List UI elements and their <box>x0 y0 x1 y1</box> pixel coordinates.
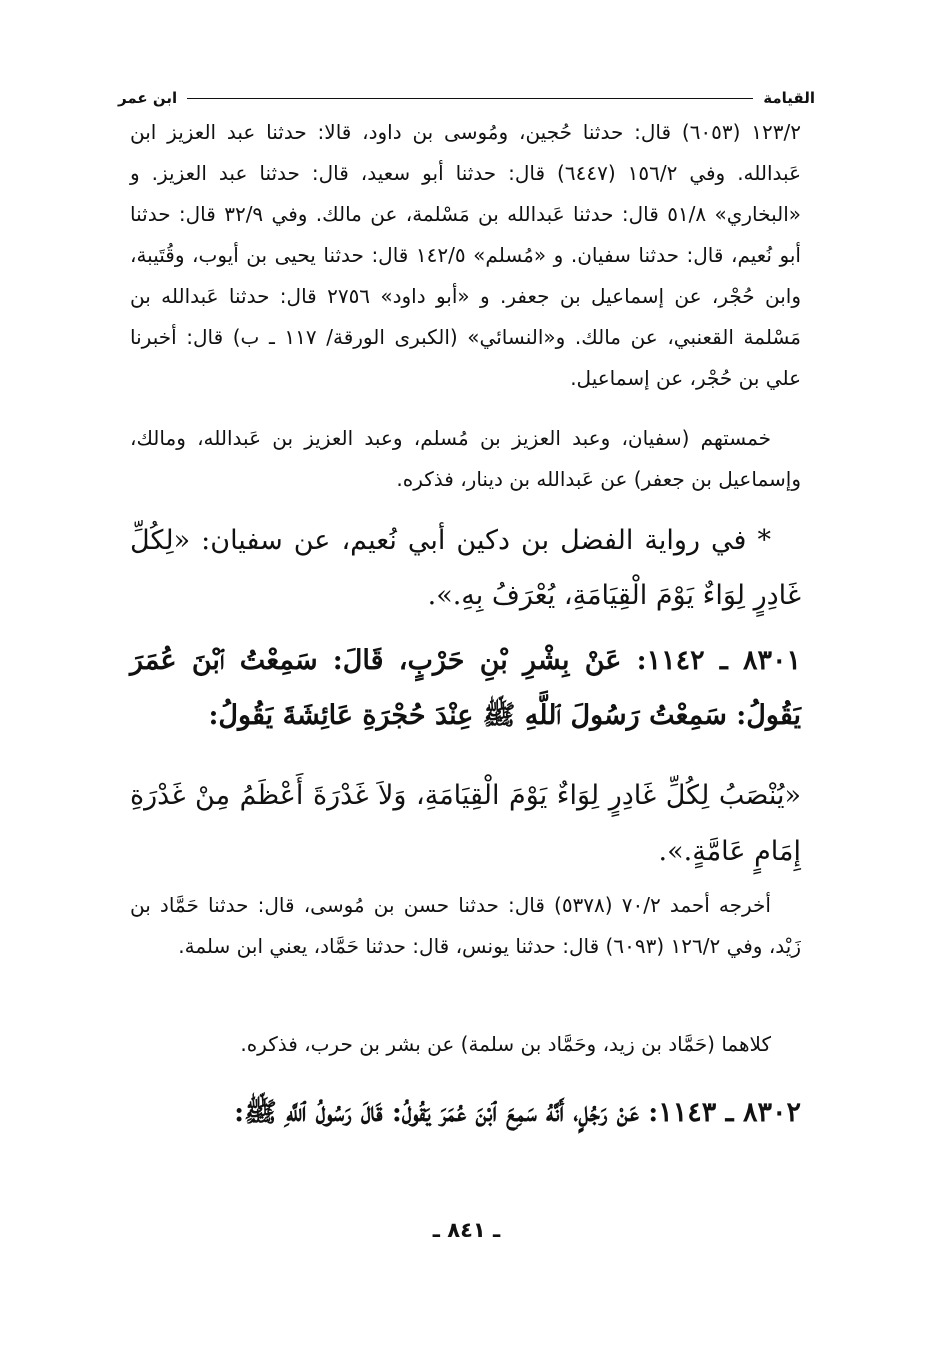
summary-paragraph-2: كلاهما (حَمَّاد بن زيد، وحَمَّاد بن سلمة) عن بشر بن حرب، فذكره. <box>240 1032 771 1056</box>
hadith-8301-matn: «يُنْصَبُ لِكُلِّ غَادِرٍ لِوَاءٌ يَوْمَ الْقِيَامَةِ، وَلاَ غَدْرَةَ أَعْظَمُ مِنْ غَدْرَةِ إِمَامٍ عَامَّةٍ.». <box>130 780 801 867</box>
page-number: ـ ٨٤١ ـ <box>432 1218 501 1242</box>
citation-paragraph-2: أخرجه أحمد ٧٠/٢ (٥٣٧٨) قال: حدثنا حسن بن مُوسى، قال: حدثنا حَمَّاد بن زَيْد، وفي ١٢٦/٢ (٦٠٩٣) قال: حدثنا يونس، قال: حدثنا حَمَّاد، يعني ابن سلمة. <box>130 893 801 958</box>
variant-note: * في رواية الفضل بن دكين أبي نُعيم، عن سفيان: «لِكُلِّ غَادِرٍ لِوَاءٌ يَوْمَ الْقِيَامَةِ، يُعْرَفُ بِهِ.». <box>130 525 801 611</box>
citation-paragraph-1: ١٢٣/٢ (٦٠٥٣) قال: حدثنا حُجين، ومُوسى بن داود، قالا: حدثنا عبد العزيز ابن عَبدالله. وفي ١٥٦/٢ (٦٤٤٧) قال: حدثنا أبو سعيد، قال: حدثنا عبد العزيز. و «البخاري» ٥١/٨ قال: حدثنا عَبدالله بن مَسْلمة، عن مالك. وفي ٣٢/٩ قال: حدثنا أبو نُعيم، قال: حدثنا سفيان. و «مُسلم» ١٤٢/٥ قال: حدثنا يحيى بن أيوب، وقُتَيبة، وابن حُجْر، عن إسماعيل بن جعفر. و «أبو داود» ٢٧٥٦ قال: حدثنا عَبدالله بن مَسْلمة القعنبي، عن مالك. و«النسائي» (الكبرى الورقة/ ١١٧ ـ ب) قال: أخبرنا علي بن حُجْر، عن إسماعيل. <box>130 120 802 390</box>
summary-paragraph-1: خمستهم (سفيان، وعبد العزيز بن مُسلم، وعبد العزيز بن عَبدالله، ومالك، وإسماعيل بن جعفر) عن عَبدالله بن دينار، فذكره. <box>130 426 801 491</box>
section-title: ابن عمر <box>118 89 178 107</box>
hadith-8302-isnad: ٨٣٠٢ ـ ١١٤٣: عَنْ رَجُلٍ، أَنَّهُ سَمِعَ ٱبْنَ عُمَرَ يَقُولُ: قَالَ رَسُولُ ٱللَّهِ ﷺ: <box>234 1097 801 1128</box>
running-header <box>118 86 815 110</box>
chapter-title: القيامة <box>763 89 815 107</box>
hadith-8301-isnad: ٨٣٠١ ـ ١١٤٢: عَنْ بِشْرِ بْنِ حَرْبٍ، قَالَ: سَمِعْتُ ٱبْنَ عُمَرَ يَقُولُ: سَمِعْتُ رَسُولَ ٱللَّهِ ﷺ عِنْدَ حُجْرَةِ عَائِشَةَ يَقُولُ: <box>130 645 801 731</box>
header-rule <box>187 98 753 99</box>
